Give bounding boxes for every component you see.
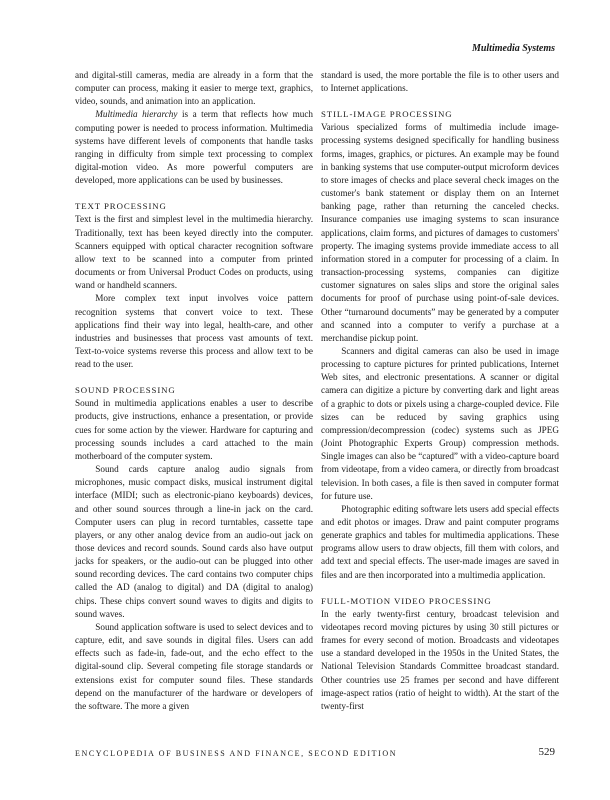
paragraph: In the early twenty-first century, broadcast television and videotapes record moving pictures by using 30 still pictures or frames for every second of motion. Broadcasts and videotapes use a standard developed in the 1950s in the United States, the National Television Standards Committee broadcast standard. Other countries use 25 frames per second and have different image-aspect ratios (ratio of height to width). At the start of the twenty-first	[321, 608, 559, 711]
paragraph: and digital-still cameras, media are already in a form that the computer can process, making it easier to merge text, graphics, video, sounds, and animation into an application.	[75, 70, 313, 107]
paragraph	[75, 108, 313, 187]
section-heading: TEXT PROCESSING	[75, 201, 167, 212]
defined-term: Multimedia hierarchy	[95, 109, 178, 120]
left-column	[75, 69, 313, 713]
section-heading: SOUND PROCESSING	[75, 385, 176, 396]
footer-publication-title: ENCYCLOPEDIA OF BUSINESS AND FINANCE, SECOND EDITION	[75, 749, 398, 758]
paragraph: Sound cards capture analog audio signals from microphones, music compact disks, musical instrument digital interface (MIDI; such as electronic-piano keyboards) devices, and other sound sources through a line-in jack on the card. Computer users can plug in record turntables, cassette tape players, or any other analog device from an audio-out jack on those devices and record sounds. Sound cards also have output jacks for speakers, or the audio-out can be plugged into other sound recording devices. The card contains two computer chips called the AD (analog to digital) and DA (digital to analog) chips. These chips convert sound waves to digits and digits to sound waves.	[75, 464, 313, 619]
paragraph: Sound application software is used to select devices and to capture, edit, and save sounds in digital files. Users can add effects such as fade-in, fade-out, and the echo effect to the digital-sound clip. Several competing file storage standards or extensions exist for computer sound files. These standards depend on the manufacturer of the hardware or developers of the software. The more a given	[75, 621, 313, 711]
paragraph-text: is a term that reflects how much computing power is needed to process information. Multimedia systems have different levels of components that handle tasks ranging in difficulty from simple text processing to complex digital-motion video. As more powerful computers are developed, more applications can be used by businesses.	[75, 109, 313, 186]
section-heading: STILL-IMAGE PROCESSING	[321, 109, 453, 120]
paragraph: Various specialized forms of multimedia include image-processing systems designed specifically for handling business forms, images, graphics, or pictures. An example may be found in banking systems that use computer-output microform devices to store images of checks and place several check images on the customer's bank statement or display them on an Internet banking page, rather than returning the canceled checks. Insurance companies use imaging systems to scan insurance applications, claim forms, and pictures of damages to customers' property. The imaging systems provide immediate access to all information stored in a computer for processing of a claim. In transaction-processing systems, companies can digitize customer signatures on sales slips and store the original sales documents for proof of purchase using point-of-sale devices. Other “turnaround documents” may be generated by a computer and scanned into a computer to verify a purchase at a merchandise pickup point.	[321, 122, 559, 343]
paragraph: standard is used, the more portable the file is to other users and to Internet applications.	[321, 70, 559, 94]
paragraph: Text is the first and simplest level in the multimedia hierarchy. Traditionally, text has been keyed directly into the computer. Scanners equipped with optical character recognition software allow text to be scanned into a computer from printed documents or from Universal Product Codes on products, using wand or handheld scanners.	[75, 214, 313, 291]
paragraph: Photographic editing software lets users add special effects and edit photos or images. Draw and paint computer programs generate graphics and tables for multimedia applications. These programs allow users to draw objects, fill them with colors, and add text and special effects. The user-made images are saved in files and are then incorporated into a multimedia application.	[321, 503, 559, 580]
right-column	[321, 69, 559, 713]
running-head-title: Multimedia Systems	[471, 43, 555, 54]
paragraph: Scanners and digital cameras can also be used in image processing to capture pictures for printed publications, Internet Web sites, and electronic presentations. A scanner or digital camera can digitize a picture by converting dark and light areas of a graphic to dots or pixels using a charge-coupled device. File sizes can be reduced by saving graphics using compression/decompression (codec) systems such as JPEG (Joint Photographic Experts Group) compression methods. Single images can also be “captured” with a video-capture board from videotape, from a video camera, or directly from broadcast television. In both cases, a file is then saved in computer format for future use.	[321, 345, 560, 501]
page-number: 529	[538, 746, 555, 758]
section-heading: FULL-MOTION VIDEO PROCESSING	[321, 595, 492, 606]
paragraph: Sound in multimedia applications enables a user to describe products, give instructions, enhance a presentation, or provide cues for some action by the viewer. Hardware for capturing and processing sounds includes a card attached to the main motherboard of the computer system.	[75, 398, 313, 461]
paragraph: More complex text input involves voice pattern recognition systems that convert voice to text. These applications find their way into legal, health-care, and other industries and businesses that process vast amounts of text. Text-to-voice systems reverse this process and allow text to be read to the user.	[75, 293, 313, 370]
